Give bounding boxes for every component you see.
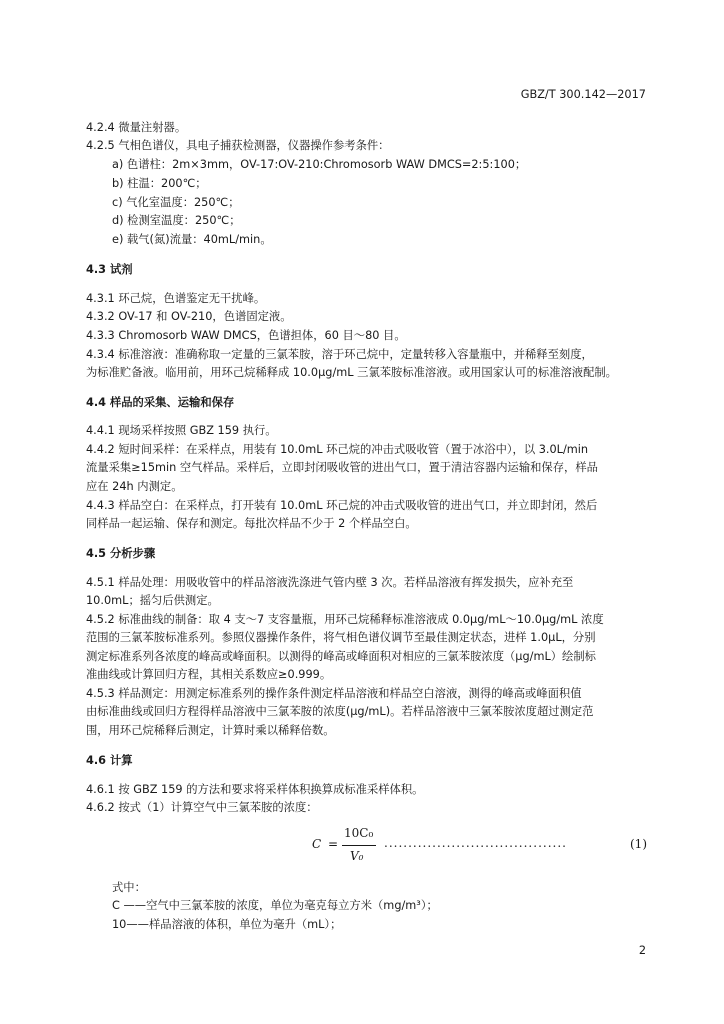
clause-4-4-3-line2: 同样品一起运输、保存和测定。每批次样品不少于 2 个样品空白。: [86, 517, 417, 530]
clause-4-4-3-line1: 4.4.3 样品空白：在采样点，打开装有 10.0mL 环己烷的冲击式吸收管的进出气口，并立即封闭，然后: [86, 499, 598, 512]
clause-4-5-2-line3: 测定标准系列各浓度的峰高或峰面积。以测得的峰高或峰面积对相应的三氯苯胺浓度（μg/mL）绘制标: [86, 650, 596, 663]
formula-number: (1): [630, 837, 647, 851]
clause-4-2-4: 4.2.4 微量注射器。: [86, 121, 187, 134]
formula-lhs: C: [312, 837, 322, 851]
section-heading-4-5: 4.5 分析步骤: [86, 547, 156, 560]
clause-4-3-4-line1: 4.3.4 标准溶液：准确称取一定量的三氯苯胺，溶于环己烷中，定量转移入容量瓶中，并稀释至刻度，: [86, 348, 593, 361]
section-heading-4-6: 4.6 计算: [86, 754, 133, 767]
clause-4-4-2-line2: 流量采集≥15min 空气样品。采样后，立即封闭吸收管的进出气口，置于清洁容器内运输和保存，样品: [86, 461, 598, 474]
formula-denominator: V₀: [350, 849, 364, 863]
definition-c: C ——空气中三氯苯胺的浓度，单位为毫克每立方米（mg/m³）；: [112, 899, 438, 912]
section-heading-4-4: 4.4 样品的采集、运输和保存: [86, 396, 235, 409]
formula-fraction-bar: [342, 845, 376, 846]
list-item-b: b) 柱温：200℃；: [112, 177, 207, 190]
where-label: 式中：: [112, 881, 146, 894]
definition-10: 10——样品溶液的体积，单位为毫升（mL）；: [112, 918, 342, 931]
formula-dots: ......................................: [384, 836, 567, 850]
clause-4-6-1: 4.6.1 按 GBZ 159 的方法和要求将采样体积换算成标准采样体积。: [86, 783, 424, 796]
formula-equals: =: [328, 837, 339, 851]
list-item-d: d) 检测室温度：250℃；: [112, 214, 241, 227]
clause-4-3-1: 4.3.1 环己烷，色谱鉴定无干扰峰。: [86, 292, 266, 305]
clause-4-3-2: 4.3.2 OV-17 和 OV-210，色谱固定液。: [86, 310, 292, 323]
section-heading-4-3: 4.3 试剂: [86, 263, 133, 276]
clause-4-4-2-line3: 应在 24h 内测定。: [86, 480, 183, 493]
clause-4-3-3: 4.3.3 Chromosorb WAW DMCS，色谱担体，60 目～80 目。: [86, 329, 406, 342]
clause-4-5-3-line1: 4.5.3 样品测定：用测定标准系列的操作条件测定样品溶液和样品空白溶液，测得的峰高或峰面积值: [86, 687, 582, 700]
page-number: 2: [638, 944, 646, 957]
list-item-a: a) 色谱柱：2m×3mm，OV-17:OV-210:Chromosorb WAW DMCS=2:5:100；: [112, 158, 527, 171]
list-item-e: e) 载气(氮)流量：40mL/min。: [112, 233, 272, 246]
clause-4-5-2-line2: 范围的三氯苯胺标准系列。参照仪器操作条件，将气相色谱仪调节至最佳测定状态，进样 1.0μL，分别: [86, 631, 596, 644]
clause-4-4-2-line1: 4.4.2 短时间采样：在采样点，用装有 10.0mL 环己烷的冲击式吸收管（置于冰浴中），以 3.0L/min: [86, 443, 589, 456]
clause-4-5-2-line1: 4.5.2 标准曲线的制备：取 4 支～7 支容量瓶，用环己烷稀释标准溶液成 0.0μg/mL～10.0μg/mL 浓度: [86, 613, 604, 626]
clause-4-6-2: 4.6.2 按式（1）计算空气中三氯苯胺的浓度：: [86, 801, 318, 814]
clause-4-5-3-line2: 由标准曲线或回归方程得样品溶液中三氯苯胺的浓度(μg/mL)。若样品溶液中三氯苯胺浓度超过测定范: [86, 705, 594, 718]
clause-4-5-2-line4: 准曲线或计算回归方程，其相关系数应≥0.999。: [86, 668, 332, 681]
clause-4-5-1-line2: 10.0mL；摇匀后供测定。: [86, 594, 219, 607]
header-standard-code: GBZ/T 300.142—2017: [520, 88, 646, 101]
clause-4-2-5: 4.2.5 气相色谱仪，具电子捕获检测器，仪器操作参考条件：: [86, 139, 390, 152]
clause-4-3-4-line2: 为标准贮备液。临用前，用环己烷稀释成 10.0μg/mL 三氯苯胺标准溶液。或用国家认可的标准溶液配制。: [86, 366, 617, 379]
list-item-c: c) 气化室温度：250℃；: [112, 196, 240, 209]
clause-4-5-1-line1: 4.5.1 样品处理：用吸收管中的样品溶液洗涤进气管内壁 3 次。若样品溶液有挥发损失，应补充至: [86, 576, 574, 589]
clause-4-5-3-line3: 围，用环己烷稀释后测定，计算时乘以稀释倍数。: [86, 724, 335, 737]
formula-numerator: 10C₀: [344, 826, 374, 840]
clause-4-4-1: 4.4.1 现场采样按照 GBZ 159 执行。: [86, 424, 277, 437]
